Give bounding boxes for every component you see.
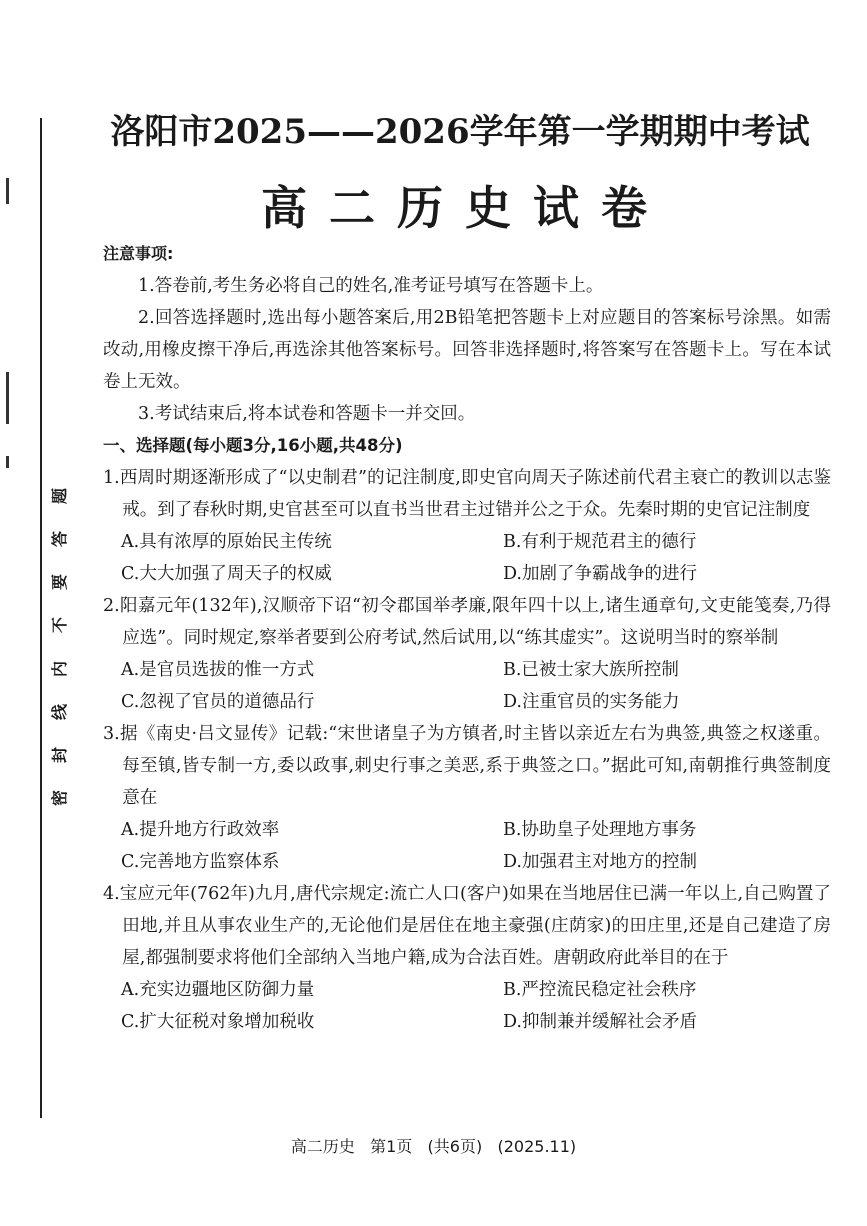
question-options <box>103 526 831 590</box>
option-d: D.加剧了争霸战争的进行 <box>503 564 697 584</box>
option-d: D.加强君主对地方的控制 <box>503 852 697 872</box>
option-c: C.完善地方监察体系 <box>121 852 280 872</box>
exam-title: 洛阳市2025——2026学年第一学期期中考试 <box>110 112 810 152</box>
question-2 <box>103 590 831 718</box>
option-b: B.有利于规范君主的德行 <box>503 532 697 552</box>
question-stem: 2.阳嘉元年(132年),汉顺帝下诏“初令郡国举孝廉,限年四十以上,诸生通章句,文吏能笺奏,乃得应选”。同时规定,察举者要到公府考试,然后试用,以“练其虚实”。这说明当时的察举制 <box>103 596 831 648</box>
margin-scan-mark <box>6 456 9 468</box>
option-c: C.大大加强了周天子的权威 <box>121 564 332 584</box>
question-1 <box>103 462 831 590</box>
margin-char: 要 <box>50 574 69 591</box>
binding-margin-notice <box>50 488 70 806</box>
margin-char: 密 <box>50 789 69 806</box>
option-d: D.抑制兼并缓解社会矛盾 <box>503 1012 697 1032</box>
margin-char: 答 <box>50 531 69 548</box>
notes-title: 注意事项: <box>103 244 174 263</box>
margin-char: 题 <box>50 488 69 505</box>
binding-line <box>40 118 42 1118</box>
option-a: A.具有浓厚的原始民主传统 <box>121 532 332 552</box>
note-item: 3.考试结束后,将本试卷和答题卡一并交回。 <box>138 404 476 424</box>
option-a: A.提升地方行政效率 <box>121 820 280 840</box>
margin-scan-mark <box>6 372 9 424</box>
option-c: C.扩大征税对象增加税收 <box>121 1012 315 1032</box>
margin-char: 封 <box>50 746 69 763</box>
option-c: C.忽视了官员的道德品行 <box>121 692 315 712</box>
question-options <box>103 974 831 1038</box>
option-a: A.充实边疆地区防御力量 <box>121 980 315 1000</box>
question-stem: 4.宝应元年(762年)九月,唐代宗规定:流亡人口(客户)如果在当地居住已满一年以上,自己购置了田地,并且从事农业生产的,无论他们是居住在地主豪强(庄荫家)的田庄里,还是自己建造了房屋,都强制要求将他们全部纳入当地户籍,成为合法百姓。唐朝政府此举目的在于 <box>103 884 831 968</box>
margin-char: 线 <box>50 703 69 720</box>
option-b: B.协助皇子处理地方事务 <box>503 820 697 840</box>
option-d: D.注重官员的实务能力 <box>503 692 680 712</box>
exam-subtitle: 高二历史试卷 <box>261 181 669 235</box>
option-a: A.是官员选拔的惟一方式 <box>121 660 315 680</box>
exam-content <box>103 238 831 1038</box>
question-stem: 3.据《南史·吕文显传》记载:“宋世诸皇子为方镇者,时主皆以亲近左右为典签,典签之权遂重。每至镇,皆专制一方,委以政事,刺史行事之美恶,系于典签之口。”据此可知,南朝推行典签制度意在 <box>103 724 831 808</box>
question-stem: 1.西周时期逐渐形成了“以史制君”的记注制度,即史官向周天子陈述前代君主衰亡的教训以志鉴戒。到了春秋时期,史官甚至可以直书当世君主过错并公之于众。先秦时期的史官记注制度 <box>103 468 831 520</box>
note-item: 1.答卷前,考生务必将自己的姓名,准考证号填写在答题卡上。 <box>138 276 604 296</box>
question-4 <box>103 878 831 1038</box>
page-footer: 高二历史 第1页 (共6页) (2025.11) <box>290 1137 577 1156</box>
option-b: B.严控流民稳定社会秩序 <box>503 980 697 1000</box>
question-3 <box>103 718 831 878</box>
section-heading: 一、选择题(每小题3分,16小题,共48分) <box>103 436 403 455</box>
margin-char: 不 <box>50 617 69 634</box>
option-b: B.已被士家大族所控制 <box>503 660 679 680</box>
margin-char: 内 <box>50 660 69 677</box>
question-options <box>103 814 831 878</box>
note-item: 2.回答选择题时,选出每小题答案后,用2B铅笔把答题卡上对应题目的答案标号涂黑。如需改动,用橡皮擦干净后,再选涂其他答案标号。回答非选择题时,将答案写在答题卡上。写在本试卷上无效。 <box>103 308 831 392</box>
question-options <box>103 654 831 718</box>
